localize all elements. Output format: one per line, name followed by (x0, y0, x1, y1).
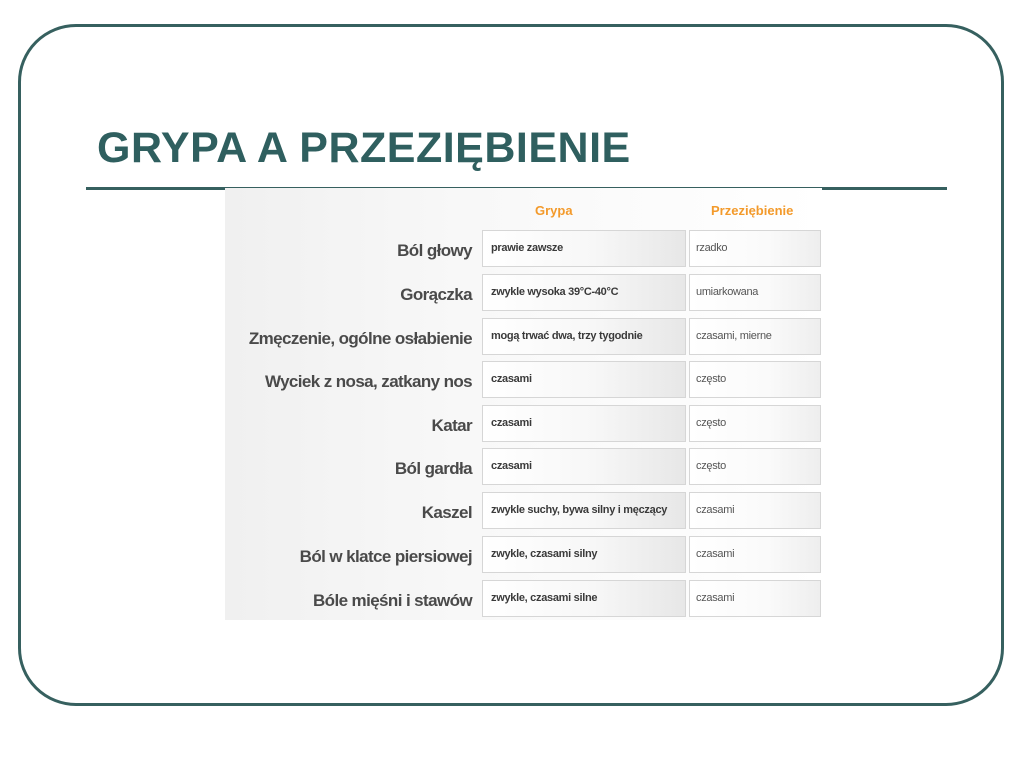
cell-cold-fatigue: czasami, mierne (689, 318, 821, 355)
slide-title: GRYPA A PRZEZIĘBIENIE (97, 124, 631, 172)
column-header-cold: Przeziębienie (711, 203, 794, 218)
cell-cold-catarrh: często (689, 405, 821, 442)
cell-flu-fever: zwykle wysoka 39°C-40°C (482, 274, 686, 311)
cell-flu-runny-nose: czasami (482, 361, 686, 398)
cell-cold-headache: rzadko (689, 230, 821, 267)
cell-flu-sore-throat: czasami (482, 448, 686, 485)
row-label-fatigue: Zmęczenie, ogólne osłabienie (248, 329, 472, 348)
row-label-cough: Kaszel (421, 503, 472, 522)
row-label-chest-pain: Ból w klatce piersiowej (299, 547, 472, 566)
cell-cold-runny-nose: często (689, 361, 821, 398)
row-label-runny-nose: Wyciek z nosa, zatkany nos (264, 372, 472, 391)
row-label-sore-throat: Ból gardła (394, 459, 472, 478)
cell-flu-chest-pain: zwykle, czasami silny (482, 536, 686, 573)
row-label-catarrh: Katar (431, 416, 472, 435)
cell-cold-cough: czasami (689, 492, 821, 529)
cell-flu-cough: zwykle suchy, bywa silny i męczący (482, 492, 686, 529)
cell-cold-muscle-pain: czasami (689, 580, 821, 617)
row-label-fever: Gorączka (400, 285, 472, 304)
cell-cold-chest-pain: czasami (689, 536, 821, 573)
cell-cold-sore-throat: często (689, 448, 821, 485)
cell-flu-muscle-pain: zwykle, czasami silne (482, 580, 686, 617)
row-label-headache: Ból głowy (397, 241, 472, 260)
cell-cold-fever: umiarkowana (689, 274, 821, 311)
cell-flu-headache: prawie zawsze (482, 230, 686, 267)
cell-flu-fatigue: mogą trwać dwa, trzy tygodnie (482, 318, 686, 355)
column-header-flu: Grypa (535, 203, 573, 218)
row-label-muscle-pain: Bóle mięśni i stawów (313, 591, 472, 610)
cell-flu-catarrh: czasami (482, 405, 686, 442)
